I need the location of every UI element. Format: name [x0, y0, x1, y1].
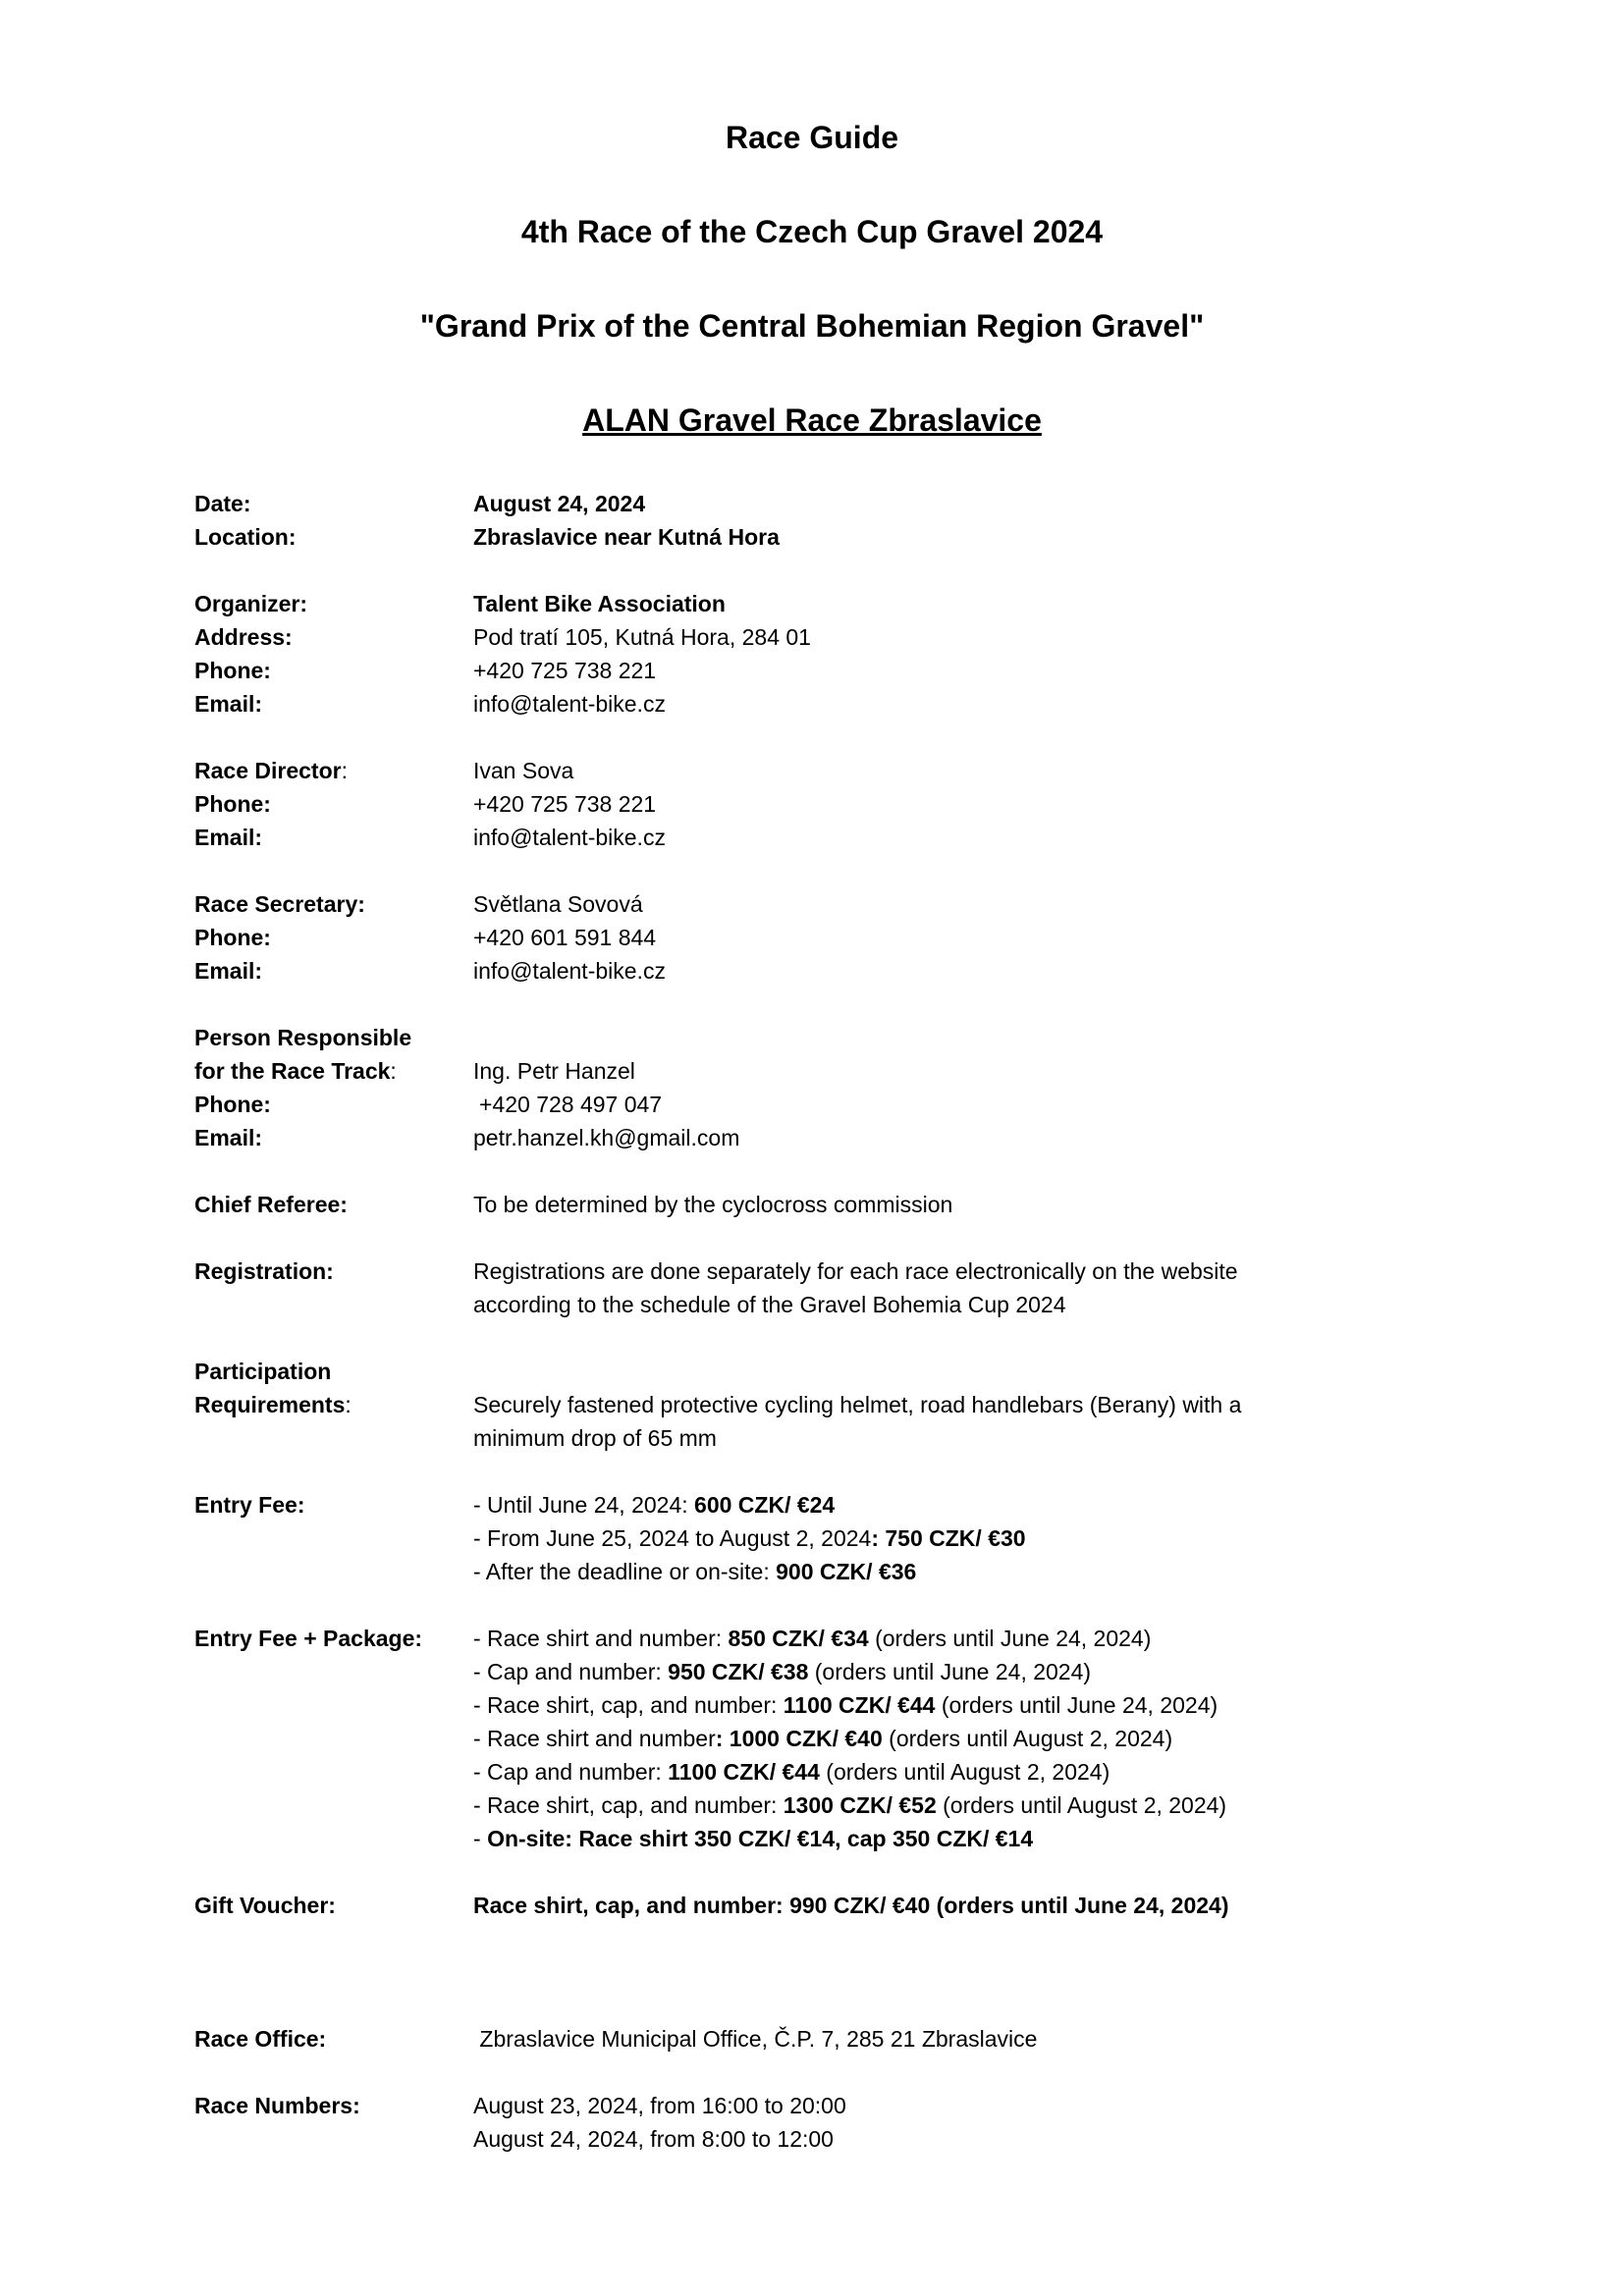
email-label: Email: — [194, 691, 263, 717]
address-value: Pod tratí 105, Kutná Hora, 284 01 — [473, 624, 811, 650]
package-item-price: 950 CZK/ €38 — [668, 1659, 809, 1684]
package-item-note: (orders until August 2, 2024) — [882, 1726, 1173, 1751]
requirements-label-line2 — [194, 1388, 473, 1421]
referee-section — [194, 1188, 1471, 1221]
requirements-line1: Securely fastened protective cycling helmet, road handlebars (Berany) with a — [473, 1392, 1242, 1417]
office-label: Race Office: — [194, 2026, 327, 2052]
organizer-phone-row — [194, 654, 1471, 687]
director-label — [194, 754, 473, 787]
package-item — [194, 1722, 1471, 1755]
track-label-colon: : — [390, 1058, 397, 1084]
email-label: Email: — [194, 1125, 263, 1150]
phone-value: +420 725 738 221 — [473, 658, 657, 683]
title-race-guide: Race Guide — [725, 120, 899, 155]
phone-value: +420 728 497 047 — [479, 1092, 663, 1117]
package-item — [194, 1622, 1471, 1655]
race-info — [194, 487, 1471, 2189]
registration-row — [194, 1255, 1471, 1288]
requirements-row — [194, 1388, 1471, 1421]
location-row — [194, 520, 1471, 554]
voucher-row — [194, 1889, 1471, 1922]
package-item-text: - Cap and number: — [473, 1759, 669, 1785]
organizer-value: Talent Bike Association — [473, 591, 726, 616]
office-row — [194, 2022, 1471, 2056]
location-value: Zbraslavice near Kutná Hora — [473, 524, 780, 550]
track-row — [194, 1054, 1471, 1088]
numbers-row — [194, 2089, 1471, 2122]
date-label: Date: — [194, 491, 251, 516]
secretary-row — [194, 887, 1471, 921]
entry-fee-price: 600 CZK/ €24 — [694, 1492, 836, 1518]
package-item-price: : 1000 CZK/ €40 — [715, 1726, 883, 1751]
title-grand-prix: "Grand Prix of the Central Bohemian Region Gravel" — [419, 308, 1205, 344]
package-item-note: (orders until August 2, 2024) — [819, 1759, 1110, 1785]
office-section — [194, 2022, 1471, 2056]
requirements-label-text: Requirements — [194, 1392, 346, 1417]
package-item-text: - Race shirt and number — [473, 1726, 716, 1751]
numbers-label: Race Numbers: — [194, 2093, 360, 2118]
package-item-text: - Race shirt and number: — [473, 1626, 729, 1651]
package-item-price: 1100 CZK/ €44 — [783, 1692, 936, 1718]
requirements-section — [194, 1355, 1471, 1455]
registration-label: Registration: — [194, 1258, 334, 1284]
package-section — [194, 1622, 1471, 1855]
registration-line1: Registrations are done separately for each race electronically on the website — [473, 1258, 1238, 1284]
track-phone-row — [194, 1088, 1471, 1121]
voucher-section — [194, 1889, 1471, 1922]
phone-label: Phone: — [194, 791, 271, 817]
package-item-price: 1100 CZK/ €44 — [668, 1759, 820, 1785]
package-item-note: (orders until June 24, 2024) — [808, 1659, 1092, 1684]
track-label-line2 — [194, 1054, 473, 1088]
director-section — [194, 754, 1471, 854]
requirements-label-colon: : — [345, 1392, 352, 1417]
address-label: Address: — [194, 624, 293, 650]
package-item-text: - — [473, 1826, 488, 1851]
email-label: Email: — [194, 958, 263, 984]
phone-value: +420 725 738 221 — [473, 791, 657, 817]
registration-section — [194, 1255, 1471, 1321]
date-value: August 24, 2024 — [473, 491, 646, 516]
organizer-row — [194, 587, 1471, 620]
secretary-email-row — [194, 954, 1471, 988]
email-label: Email: — [194, 825, 263, 850]
package-item — [194, 1789, 1471, 1822]
numbers-section — [194, 2089, 1471, 2156]
email-value: info@talent-bike.cz — [473, 958, 666, 984]
entry-fee-price: 900 CZK/ €36 — [776, 1559, 917, 1584]
entry-fee-text: - Until June 24, 2024: — [473, 1492, 695, 1518]
requirements-label-line1: Participation — [194, 1359, 332, 1384]
package-item-price: On-site: Race shirt 350 CZK/ €14, cap 350 CZK/ €14 — [487, 1826, 1034, 1851]
track-label-line1: Person Responsible — [194, 1025, 412, 1050]
phone-label: Phone: — [194, 925, 271, 950]
director-email-row — [194, 821, 1471, 854]
package-item-note: (orders until June 24, 2024) — [935, 1692, 1218, 1718]
package-item-text: - Race shirt, cap, and number: — [473, 1792, 784, 1818]
director-row — [194, 754, 1471, 787]
package-item — [194, 1688, 1471, 1722]
package-label: Entry Fee + Package: — [194, 1626, 423, 1651]
track-label-row — [194, 1021, 1471, 1054]
location-label: Location: — [194, 524, 297, 550]
voucher-label: Gift Voucher: — [194, 1893, 336, 1918]
entry-fee-row-2 — [194, 1522, 1471, 1555]
email-value: info@talent-bike.cz — [473, 691, 666, 717]
phone-value: +420 601 591 844 — [473, 925, 657, 950]
referee-row — [194, 1188, 1471, 1221]
organizer-label: Organizer: — [194, 591, 308, 616]
date-location-section — [194, 487, 1471, 554]
phone-label: Phone: — [194, 1092, 271, 1117]
track-email-row — [194, 1121, 1471, 1154]
organizer-section — [194, 587, 1471, 721]
voucher-value: Race shirt, cap, and number: 990 CZK/ €40 (orders until June 24, 2024) — [473, 1893, 1229, 1918]
requirements-line2: minimum drop of 65 mm — [473, 1425, 717, 1451]
date-row — [194, 487, 1471, 520]
office-value: Zbraslavice Municipal Office, Č.P. 7, 285 21 Zbraslavice — [473, 2026, 1038, 2052]
director-label-text: Race Director — [194, 758, 342, 783]
entry-fee-row-3 — [194, 1555, 1471, 1588]
title-cup: 4th Race of the Czech Cup Gravel 2024 — [520, 214, 1104, 249]
track-value: Ing. Petr Hanzel — [473, 1058, 635, 1084]
title-race-name: ALAN Gravel Race Zbraslavice — [582, 402, 1042, 438]
entry-fee-price: : 750 CZK/ €30 — [871, 1525, 1026, 1551]
package-item-note: (orders until August 2, 2024) — [936, 1792, 1227, 1818]
director-label-colon: : — [341, 758, 348, 783]
secretary-phone-row — [194, 921, 1471, 954]
package-item-price: 850 CZK/ €34 — [728, 1626, 869, 1651]
package-item — [194, 1822, 1471, 1855]
entry-fee-row-1 — [194, 1488, 1471, 1522]
referee-value: To be determined by the cyclocross commission — [473, 1192, 953, 1217]
entry-fee-label: Entry Fee: — [194, 1492, 305, 1518]
package-item — [194, 1755, 1471, 1789]
director-value: Ivan Sova — [473, 758, 574, 783]
secretary-section — [194, 887, 1471, 988]
secretary-label: Race Secretary: — [194, 891, 365, 917]
package-item — [194, 1655, 1471, 1688]
director-phone-row — [194, 787, 1471, 821]
registration-line2: according to the schedule of the Gravel Bohemia Cup 2024 — [473, 1292, 1066, 1317]
package-item-text: - Cap and number: — [473, 1659, 669, 1684]
secretary-value: Světlana Sovová — [473, 891, 643, 917]
organizer-email-row — [194, 687, 1471, 721]
phone-label: Phone: — [194, 658, 271, 683]
email-value: info@talent-bike.cz — [473, 825, 666, 850]
track-section — [194, 1021, 1471, 1154]
package-item-price: 1300 CZK/ €52 — [783, 1792, 937, 1818]
entry-fee-section — [194, 1488, 1471, 1588]
numbers-line2: August 24, 2024, from 8:00 to 12:00 — [473, 2126, 834, 2152]
package-item-text: - Race shirt, cap, and number: — [473, 1692, 784, 1718]
entry-fee-text: - After the deadline or on-site: — [473, 1559, 777, 1584]
track-label-text: for the Race Track — [194, 1058, 391, 1084]
package-item-note: (orders until June 24, 2024) — [868, 1626, 1152, 1651]
entry-fee-text: - From June 25, 2024 to August 2, 2024 — [473, 1525, 872, 1551]
numbers-line1: August 23, 2024, from 16:00 to 20:00 — [473, 2093, 846, 2118]
email-value: petr.hanzel.kh@gmail.com — [473, 1125, 740, 1150]
organizer-address-row — [194, 620, 1471, 654]
referee-label: Chief Referee: — [194, 1192, 348, 1217]
